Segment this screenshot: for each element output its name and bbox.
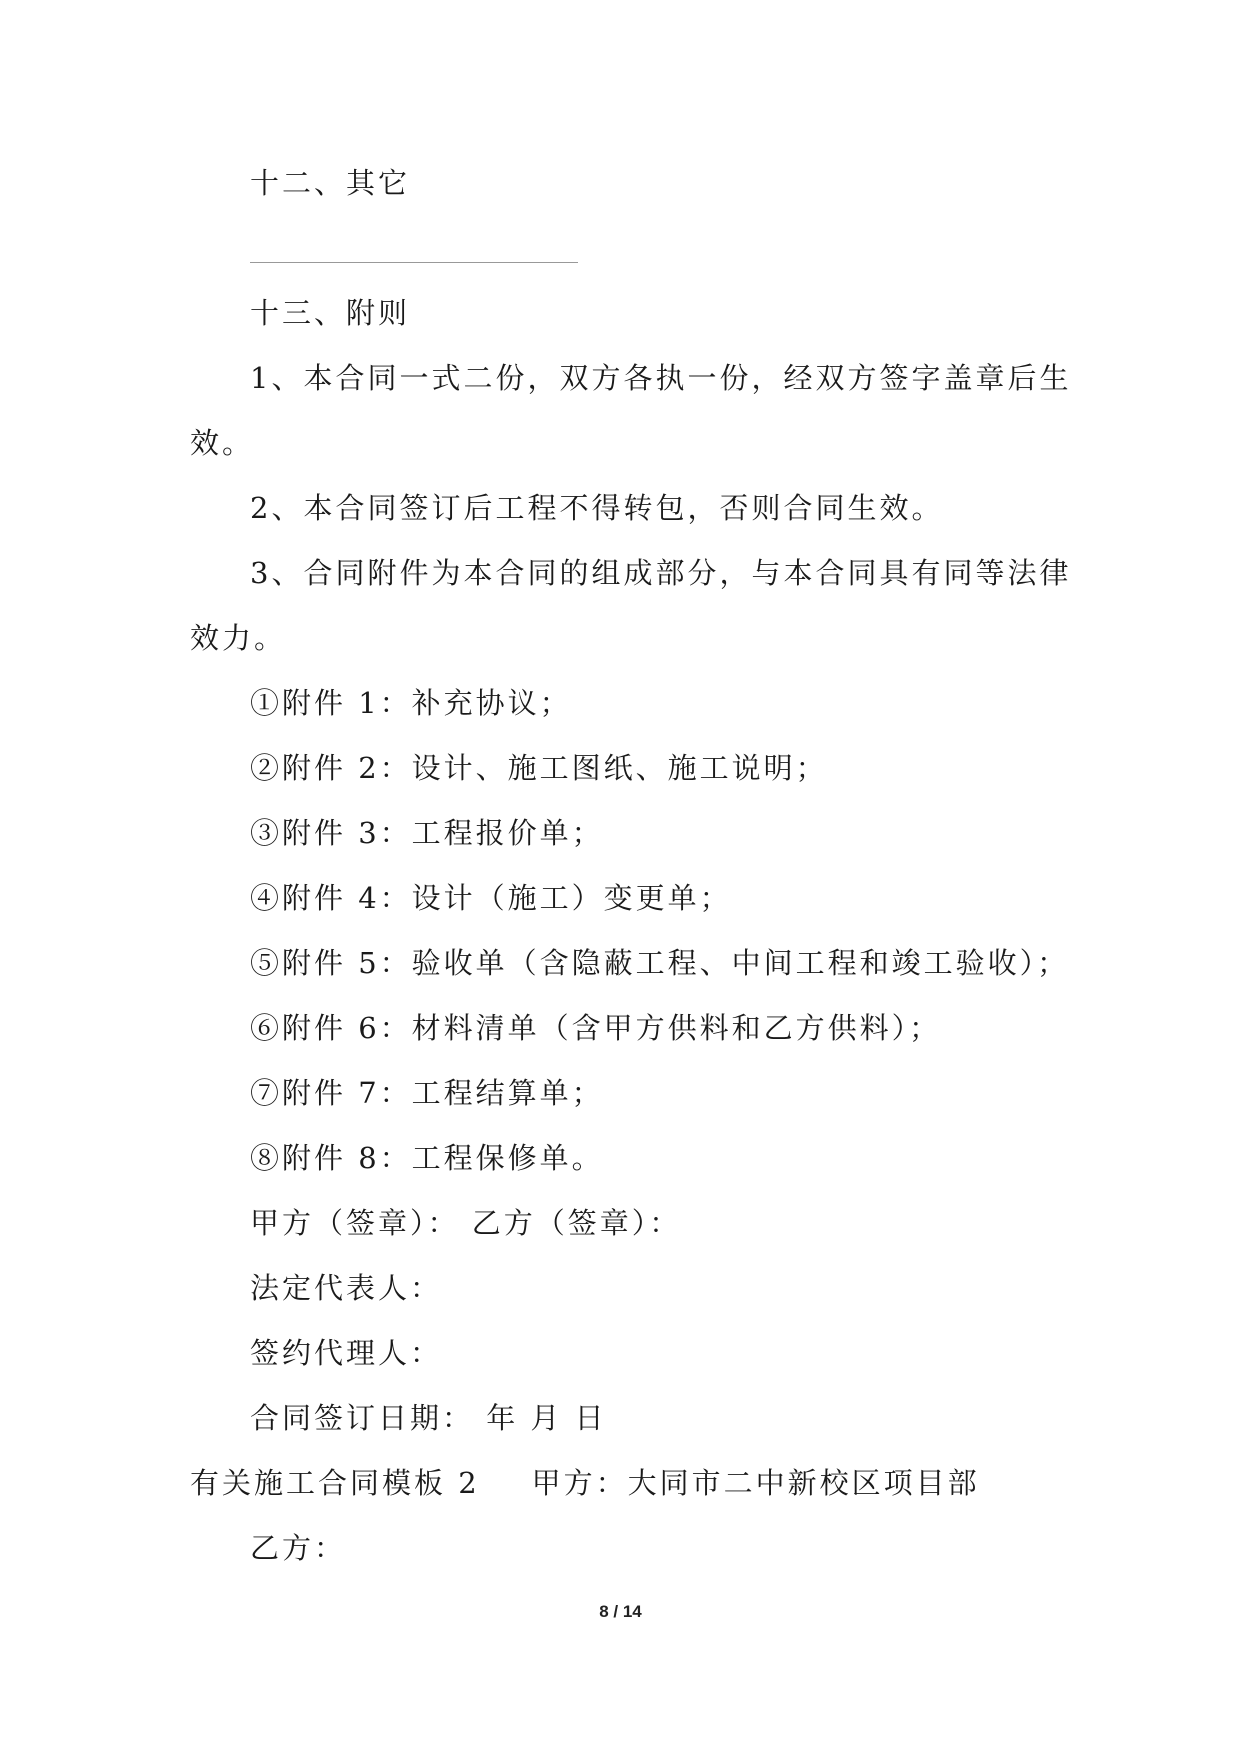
clause-3-line-1: 3、合同附件为本合同的组成部分，与本合同具有同等法律 [250, 556, 1072, 590]
next-template-party-b: 乙方： [250, 1531, 347, 1565]
section-12-title: 十二、其它 [250, 166, 411, 200]
next-template-title: 有关施工合同模板 2 [190, 1466, 480, 1500]
attachment-item: ⑥附件 6：材料清单（含甲方供料和乙方供料）； [250, 1011, 942, 1045]
attachment-item: ⑦附件 7：工程结算单； [250, 1076, 604, 1110]
next-template-heading [190, 1463, 980, 1503]
page-number: 8 / 14 [599, 1602, 642, 1621]
attachment-item: ⑧附件 8：工程保修单。 [250, 1141, 604, 1175]
clause-1-line-1: 1、本合同一式二份，双方各执一份，经双方签字盖章后生 [250, 361, 1072, 395]
clause-1-line-2: 效。 [190, 426, 255, 460]
next-template-party-a: 甲方：大同市二中新校区项目部 [531, 1466, 980, 1500]
legal-representative: 法定代表人： [250, 1271, 443, 1305]
section-13-title: 十三、附则 [250, 296, 411, 330]
clause-3-line-2: 效力。 [190, 621, 287, 655]
signing-date: 合同签订日期： 年 月 日 [250, 1401, 607, 1435]
attachment-item: ⑤附件 5：验收单（含隐蔽工程、中间工程和竣工验收）； [250, 946, 1070, 980]
attachment-item: ②附件 2：设计、施工图纸、施工说明； [250, 751, 828, 785]
blank-fill-line [250, 262, 578, 263]
signing-agent: 签约代理人： [250, 1336, 443, 1370]
attachment-item: ③附件 3：工程报价单； [250, 816, 604, 850]
signature-parties: 甲方（签章）： 乙方（签章）： [250, 1206, 682, 1240]
attachment-item: ①附件 1：补充协议； [250, 686, 572, 720]
clause-2: 2、本合同签订后工程不得转包，否则合同生效。 [250, 491, 944, 525]
attachment-item: ④附件 4：设计（施工）变更单； [250, 881, 732, 915]
